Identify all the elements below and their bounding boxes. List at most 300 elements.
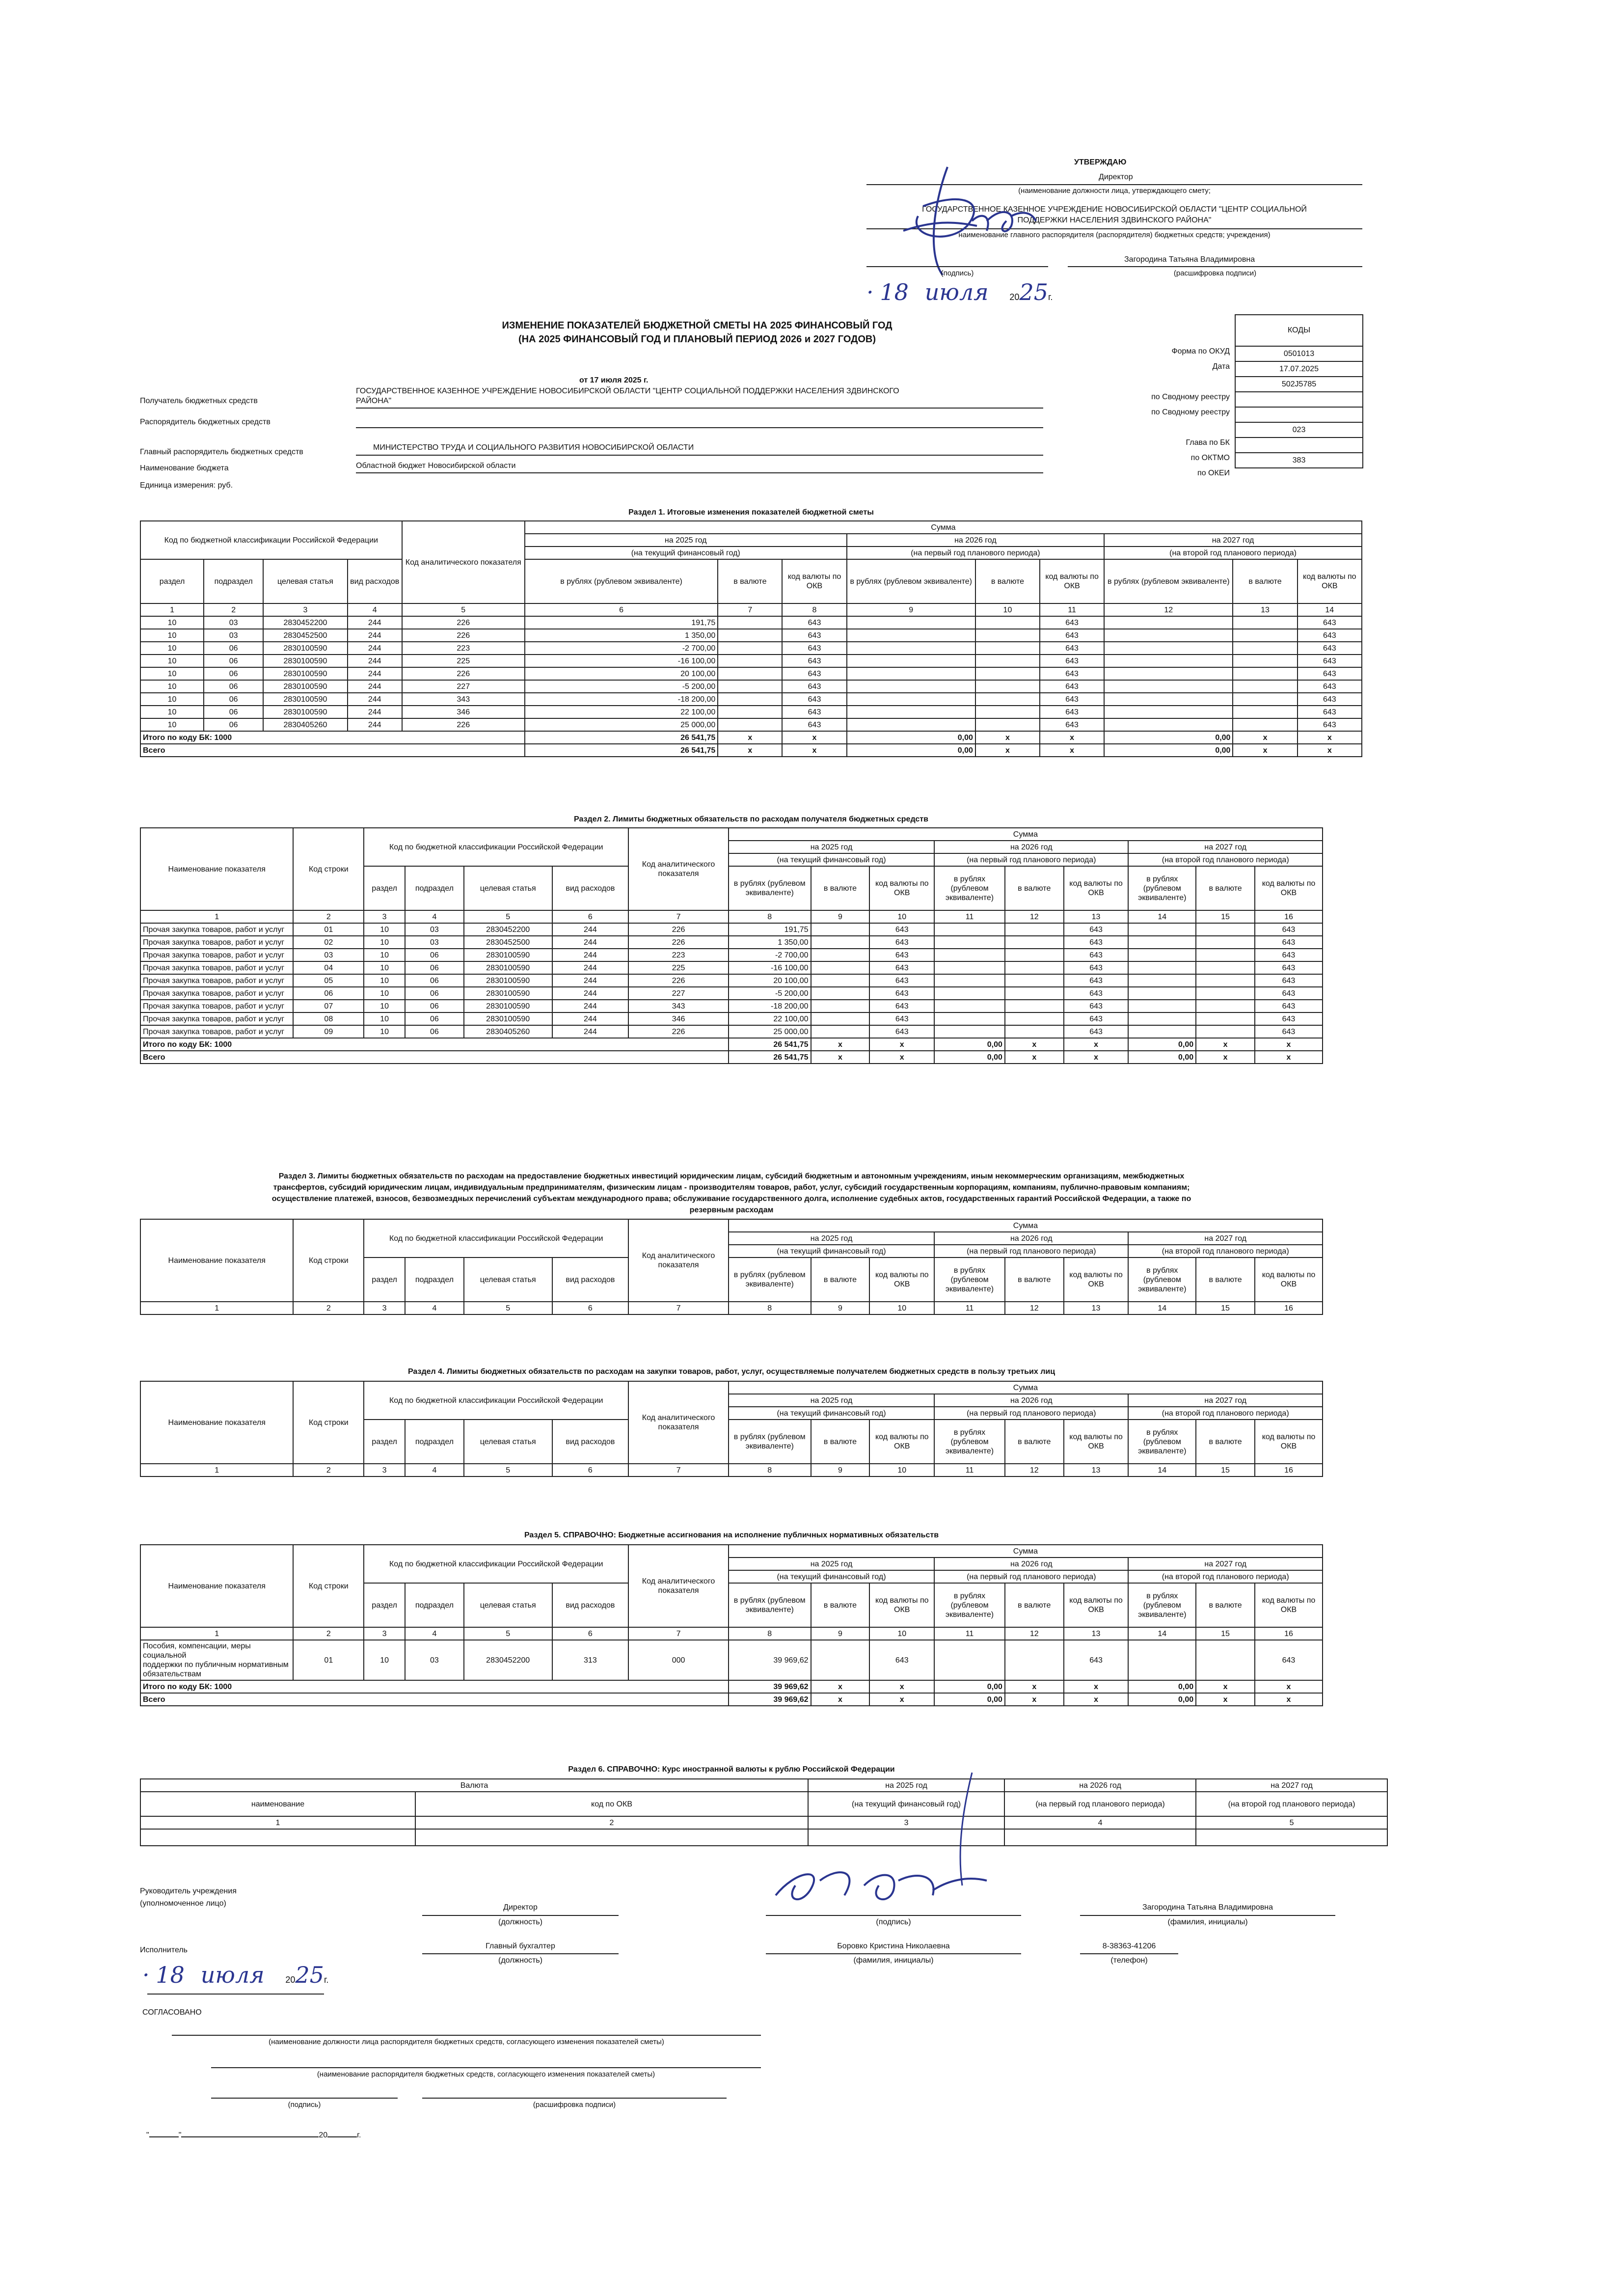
s2-cell: 244: [552, 974, 629, 987]
s2-cell: 643: [869, 923, 934, 936]
agreed-date-g: г.: [357, 2131, 361, 2139]
s5-h-2025: на 2025 год: [729, 1558, 934, 1570]
s2-cell: 01: [293, 923, 364, 936]
s1-cell: 10: [140, 718, 204, 731]
s1-cell: [1233, 642, 1297, 655]
s2-cell: 643: [1064, 1000, 1129, 1012]
s5-h-kbk: Код по бюджетной классификации Российской Федерации: [364, 1545, 628, 1583]
s2-cell: 225: [628, 961, 729, 974]
s4-col-number: 13: [1064, 1464, 1129, 1476]
approve-org-line2: ПОДДЕРЖКИ НАСЕЛЕНИЯ ЗДВИНСКОГО РАЙОНА": [1017, 216, 1212, 224]
s3-col-number: 12: [1005, 1302, 1064, 1314]
s2-cell: 643: [1064, 1012, 1129, 1025]
s1-h-val-2026: в валюте: [975, 559, 1040, 603]
s5-all-total-cell: 0,00: [934, 1693, 1005, 1706]
s1-cell: 191,75: [525, 616, 718, 629]
s1-all-cell: x: [1233, 744, 1297, 757]
s2-all-total-cell: 0,00: [934, 1051, 1005, 1064]
s1-h-rub-2026: в рублях (рублевом эквиваленте): [847, 559, 975, 603]
s5-all-total-cell: x: [1064, 1693, 1129, 1706]
s2-col-number: 1: [140, 910, 293, 923]
s2-cell: Прочая закупка товаров, работ и услуг: [140, 1000, 293, 1012]
s4-h-rub: в рублях (рублевом эквиваленте): [934, 1420, 1005, 1464]
s1-cell: [718, 616, 782, 629]
s5-total-cell: 0,00: [934, 1680, 1005, 1693]
s2-cell: 06: [405, 1012, 464, 1025]
s2-cell: 643: [1255, 1025, 1323, 1038]
s5-row-name-line: Пособия, компенсации, меры социальной: [143, 1642, 251, 1660]
exec-name: Боровко Кристина Николаевна: [837, 1942, 950, 1950]
s2-cell: [811, 936, 870, 949]
s1-cell: [975, 680, 1040, 693]
budget-label: Наименование бюджета: [140, 464, 229, 472]
s2-h-kbk: Код по бюджетной классификации Российской Федерации: [364, 828, 628, 866]
s2-cell: 244: [552, 987, 629, 1000]
s1-cell: [1233, 667, 1297, 680]
s1-cell: 643: [1040, 667, 1104, 680]
s2-total-cell: x: [869, 1038, 934, 1051]
s4-title: Раздел 4. Лимиты бюджетных обязательств по расходам на закупки товаров, работ, услуг, осуществляемые получателем бюджетных средств в пользу третьих лиц: [407, 1367, 1055, 1376]
s2-cell: [1128, 949, 1196, 961]
s4-h-val: в валюте: [1005, 1420, 1064, 1464]
code-bk: 023: [1235, 422, 1363, 437]
s1-col-number: 5: [402, 603, 525, 616]
s5-cell: 000: [628, 1640, 729, 1680]
s1-cell: [1104, 616, 1233, 629]
s1-cell: 244: [348, 629, 402, 642]
table-row: [140, 629, 1362, 642]
s3-col-number: 4: [405, 1302, 464, 1314]
s3-h-cs: целевая статья: [464, 1257, 552, 1302]
s3-title-2: трансфертов, субсидий юридическим лицам, индивидуальным предпринимателям, физическим лицам - производителям товаров, работ, услуг, субсидий государственным корпорациям, компаниям, публично-правовым компаниям;: [273, 1183, 1190, 1192]
s4-col-number: 2: [293, 1464, 364, 1476]
s1-cell: 643: [1298, 706, 1362, 718]
s3-h-line: Код строки: [293, 1219, 364, 1302]
s1-cell: 643: [1298, 655, 1362, 667]
agreed-date-20: 20: [319, 2131, 328, 2139]
s2-cell: [1196, 987, 1255, 1000]
approve-sign-line: [866, 266, 1048, 267]
s1-cell: [847, 718, 975, 731]
s4-h-podrazdel: подраздел: [405, 1420, 464, 1464]
s1-cell: 03: [204, 629, 263, 642]
s5-cell: [1196, 1640, 1255, 1680]
s1-col-number: 6: [525, 603, 718, 616]
s2-col-number: 6: [552, 910, 629, 923]
distributor-line: [356, 427, 1043, 428]
s6-h-2026: на 2026 год: [1004, 1779, 1196, 1792]
s1-cell: 226: [402, 616, 525, 629]
s3-h-p1: (на первый год планового периода): [934, 1245, 1128, 1257]
s5-table: [140, 1544, 1323, 1706]
s2-h-val: в валюте: [811, 866, 870, 910]
s1-total-cell: x: [782, 731, 846, 744]
s5-col-number: 16: [1255, 1627, 1323, 1640]
s1-col-number: 1: [140, 603, 204, 616]
s1-cell: 643: [782, 667, 846, 680]
s4-col-number: 4: [405, 1464, 464, 1476]
agreed-date-q2: ": [178, 2131, 182, 2139]
s1-h-summa: Сумма: [525, 521, 1362, 534]
s4-col-number: 10: [869, 1464, 934, 1476]
table-row: [140, 961, 1323, 974]
s5-all-total-cell: x: [869, 1693, 934, 1706]
s3-col-number: 15: [1196, 1302, 1255, 1314]
s6-title: Раздел 6. СПРАВОЧНО: Курс иностранной валюты к рублю Российской Федерации: [568, 1765, 895, 1774]
agreed-caption-2: (наименование распорядителя бюджетных средств, согласующего изменения показателей сметы): [317, 2070, 655, 2078]
s3-col-number: 5: [464, 1302, 552, 1314]
s4-col-number: 15: [1196, 1464, 1255, 1476]
s6-empty-cell: [140, 1829, 415, 1846]
s2-cell: 226: [628, 936, 729, 949]
s2-cell: [1128, 987, 1196, 1000]
s1-cell: [975, 667, 1040, 680]
head-sign-caption: (подпись): [876, 1918, 911, 1926]
s5-col-number: 6: [552, 1627, 629, 1640]
s3-h-okv: код валюты по ОКВ: [869, 1257, 934, 1302]
s2-cell: Прочая закупка товаров, работ и услуг: [140, 1025, 293, 1038]
s6-empty-cell: [415, 1829, 808, 1846]
s1-col-number: 2: [204, 603, 263, 616]
s2-cell: [1005, 1000, 1064, 1012]
s3-col-number: 14: [1128, 1302, 1196, 1314]
s1-cell: [847, 616, 975, 629]
s2-cell: -16 100,00: [729, 961, 811, 974]
s5-all-total-cell: 0,00: [1128, 1693, 1196, 1706]
s4-h-okv: код валюты по ОКВ: [1255, 1420, 1323, 1464]
s2-all-total-cell: x: [1255, 1051, 1323, 1064]
s2-col-number: 13: [1064, 910, 1129, 923]
s5-row-name-line: обязательствам: [143, 1670, 201, 1678]
s1-col-number: 8: [782, 603, 846, 616]
head-label-2: (уполномоченное лицо): [140, 1899, 226, 1908]
s6-h-cur: (на текущий финансовый год): [808, 1792, 1004, 1816]
s1-cell: 06: [204, 655, 263, 667]
s2-cell: [811, 961, 870, 974]
exec-pos-caption: (должность): [498, 1956, 542, 1965]
s2-cell: 343: [628, 1000, 729, 1012]
s1-cell: [1104, 718, 1233, 731]
agreed-date-day-line: [149, 2136, 179, 2137]
exec-name-line: [766, 1953, 1021, 1954]
table-row: [140, 718, 1362, 731]
s3-col-number: 16: [1255, 1302, 1323, 1314]
sign-date-pre: 20: [285, 1975, 296, 1985]
s5-total-cell: x: [1064, 1680, 1129, 1693]
s2-h-2026: на 2026 год: [934, 841, 1128, 853]
s1-cell: 225: [402, 655, 525, 667]
code-registry-2: [1235, 392, 1363, 407]
s5-h-line: Код строки: [293, 1545, 364, 1627]
s6-h-name: наименование: [140, 1792, 415, 1816]
s6-h-2025: на 2025 год: [808, 1779, 1004, 1792]
s1-cell: [847, 655, 975, 667]
s1-cell: [1233, 693, 1297, 706]
s1-h-val-2027: в валюте: [1233, 559, 1297, 603]
s4-h-line: Код строки: [293, 1381, 364, 1464]
s2-cell: 226: [628, 974, 729, 987]
head-label-1: Руководитель учреждения: [140, 1887, 237, 1895]
s1-all-2027: 0,00: [1104, 744, 1233, 757]
s5-col-number: 12: [1005, 1627, 1064, 1640]
s1-cell: 2830100590: [263, 642, 348, 655]
s5-h-okv: код валюты по ОКВ: [1255, 1583, 1323, 1627]
s2-cell: 06: [405, 1025, 464, 1038]
s1-cell: -2 700,00: [525, 642, 718, 655]
table-row: [140, 923, 1323, 936]
agreed-label: СОГЛАСОВАНО: [142, 2008, 202, 2017]
s2-h-p2: (на второй год планового периода): [1128, 853, 1323, 866]
s2-cell: [1196, 936, 1255, 949]
s2-col-number: 5: [464, 910, 552, 923]
s5-all-total-cell: x: [811, 1693, 870, 1706]
s2-h-rub: в рублях (рублевом эквиваленте): [1128, 866, 1196, 910]
s4-number-row: [140, 1464, 1323, 1476]
s2-cell: 06: [293, 987, 364, 1000]
s1-cell: 643: [782, 655, 846, 667]
s2-h-cur: (на текущий финансовый год): [729, 853, 934, 866]
s1-cell: 244: [348, 655, 402, 667]
s2-cell: 191,75: [729, 923, 811, 936]
s2-total-cell: x: [1064, 1038, 1129, 1051]
s4-h-name: Наименование показателя: [140, 1381, 293, 1464]
s1-cell: 10: [140, 693, 204, 706]
s1-cell: -16 100,00: [525, 655, 718, 667]
s3-col-number: 8: [729, 1302, 811, 1314]
s3-number-row: [140, 1302, 1323, 1314]
s2-cell: [1196, 1012, 1255, 1025]
budget-value: Областной бюджет Новосибирской области: [356, 462, 516, 470]
s2-all-total-cell: x: [869, 1051, 934, 1064]
s2-col-number: 4: [405, 910, 464, 923]
s5-col-number: 3: [364, 1627, 405, 1640]
s2-cell: 244: [552, 949, 629, 961]
s1-cell: 06: [204, 667, 263, 680]
s1-cell: [718, 655, 782, 667]
s1-h-razdel: раздел: [140, 559, 204, 603]
s5-h-p2: (на второй год планового периода): [1128, 1570, 1323, 1583]
s2-cell: 2830100590: [464, 1000, 552, 1012]
s1-total-label: Итого по коду БК: 1000: [140, 731, 525, 744]
s1-col-number: 7: [718, 603, 782, 616]
sign-date-dash: ·: [142, 1962, 150, 1988]
s4-h-rub: в рублях (рублевом эквиваленте): [729, 1420, 811, 1464]
s2-cell: [934, 974, 1005, 987]
s2-cell: [1196, 923, 1255, 936]
head-sign-line: [766, 1915, 1021, 1916]
s5-col-number: 7: [628, 1627, 729, 1640]
s1-total-2027: 0,00: [1104, 731, 1233, 744]
s1-cell: 643: [1298, 693, 1362, 706]
s2-col-number: 12: [1005, 910, 1064, 923]
s2-cell: 08: [293, 1012, 364, 1025]
s2-cell: 25 000,00: [729, 1025, 811, 1038]
receiver-value-1: ГОСУДАРСТВЕННОЕ КАЗЕННОЕ УЧРЕЖДЕНИЕ НОВОСИБИРСКОЙ ОБЛАСТИ "ЦЕНТР СОЦИАЛЬНОЙ ПОДДЕРЖКИ НАСЕЛЕНИЯ ЗДВИНСКОГО: [356, 387, 899, 395]
agreed-sign-line: [211, 2098, 398, 2099]
s2-cell: 03: [405, 936, 464, 949]
s5-h-rub: в рублях (рублевом эквиваленте): [934, 1583, 1005, 1627]
s1-cell: 643: [1298, 616, 1362, 629]
s2-cell: [934, 923, 1005, 936]
s1-all-label: Всего: [140, 744, 525, 757]
head-name-caption: (фамилия, инициалы): [1167, 1918, 1248, 1926]
s2-cell: 643: [1255, 1012, 1323, 1025]
s5-h-p1: (на первый год планового периода): [934, 1570, 1128, 1583]
s4-h-2027: на 2027 год: [1128, 1394, 1323, 1407]
code-bk-label: Глава по БК: [1186, 438, 1230, 447]
s5-col-number: 1: [140, 1627, 293, 1640]
s1-cell: [1104, 693, 1233, 706]
exec-name-caption: (фамилия, инициалы): [853, 1956, 934, 1965]
s5-all-total-row: [140, 1693, 1323, 1706]
s2-cell: [811, 987, 870, 1000]
s1-total-cell: x: [1298, 731, 1362, 744]
s2-cell: 10: [364, 949, 405, 961]
s4-h-okv: код валюты по ОКВ: [869, 1420, 934, 1464]
agreed-caption-1: (наименование должности лица распорядителя бюджетных средств, согласующего изменения показателей сметы): [269, 2038, 664, 2046]
s2-cell: 1 350,00: [729, 936, 811, 949]
table-row: [140, 616, 1362, 629]
s3-title-3: осуществление платежей, взносов, безвозмездных перечислений субъектам международного права; обслуживание государственного долга, исполнение судебных актов, государственных гарантий Российской Федерации, а также по: [271, 1195, 1191, 1203]
s2-all-total-cell: x: [1196, 1051, 1255, 1064]
s1-cell: 643: [782, 642, 846, 655]
s2-h-rub: в рублях (рублевом эквиваленте): [729, 866, 811, 910]
s1-cell: [975, 655, 1040, 667]
s2-total-cell: 0,00: [1128, 1038, 1196, 1051]
table-row: [140, 642, 1362, 655]
s2-cell: 643: [1064, 961, 1129, 974]
exec-phone: 8-38363-41206: [1102, 1942, 1156, 1950]
s1-h-rub-2025: в рублях (рублевом эквиваленте): [525, 559, 718, 603]
table-row: [140, 974, 1323, 987]
s1-h-2025: на 2025 год: [525, 534, 847, 547]
budget-line: [356, 472, 1043, 473]
s2-cell: [1128, 936, 1196, 949]
s1-cell: 2830100590: [263, 680, 348, 693]
s1-cell: 643: [1040, 629, 1104, 642]
s2-cell: [934, 1012, 1005, 1025]
s5-col-number: 13: [1064, 1627, 1129, 1640]
codes-box: [1235, 314, 1363, 468]
s1-cell: [847, 706, 975, 718]
s4-table: [140, 1381, 1323, 1477]
s1-cell: 346: [402, 706, 525, 718]
s5-all-total-label: Всего: [140, 1693, 729, 1706]
s2-cell: [1196, 1000, 1255, 1012]
code-registry-label: по Сводному реестру: [1151, 393, 1230, 401]
s3-h-val: в валюте: [1196, 1257, 1255, 1302]
s1-cell: 2830100590: [263, 693, 348, 706]
s1-cell: [847, 667, 975, 680]
s2-cell: 643: [1255, 987, 1323, 1000]
s2-h-summa: Сумма: [729, 828, 1323, 841]
s2-cell: [934, 987, 1005, 1000]
s1-all-cell: x: [1298, 744, 1362, 757]
s2-h-podrazdel: подраздел: [405, 866, 464, 910]
s5-col-number: 5: [464, 1627, 552, 1640]
s2-col-number: 15: [1196, 910, 1255, 923]
s2-cell: 244: [552, 1000, 629, 1012]
s1-cell: [1233, 616, 1297, 629]
s1-col-number: 3: [263, 603, 348, 616]
doc-subtitle: (НА 2025 ФИНАНСОВЫЙ ГОД И ПЛАНОВЫЙ ПЕРИОД 2026 и 2027 ГОДОВ): [518, 334, 876, 345]
s3-h-analytic: Код аналитического показателя: [628, 1219, 729, 1302]
s4-h-analytic: Код аналитического показателя: [628, 1381, 729, 1464]
s1-cell: 22 100,00: [525, 706, 718, 718]
s1-cell: [718, 693, 782, 706]
s1-cell: 06: [204, 718, 263, 731]
s5-cell: 39 969,62: [729, 1640, 811, 1680]
approve-date-year: 25: [1019, 279, 1048, 305]
s5-cell: 643: [1255, 1640, 1323, 1680]
s2-cell: [1196, 1025, 1255, 1038]
head-pos-line: [422, 1915, 619, 1916]
s1-cell: 2830452500: [263, 629, 348, 642]
receiver-value-2: РАЙОНА": [356, 397, 392, 405]
agreed-line-1: [172, 2035, 761, 2036]
s5-h-val: в валюте: [1005, 1583, 1064, 1627]
s1-cell: 343: [402, 693, 525, 706]
s2-cell: [1128, 923, 1196, 936]
s1-cell: [847, 680, 975, 693]
s1-col-number: 13: [1233, 603, 1297, 616]
s4-h-summa: Сумма: [729, 1381, 1323, 1394]
s1-cell: 20 100,00: [525, 667, 718, 680]
s5-col-number: 2: [293, 1627, 364, 1640]
s2-cell: 06: [405, 987, 464, 1000]
s5-total-cell: x: [869, 1680, 934, 1693]
s5-cell: 03: [405, 1640, 464, 1680]
s2-cell: [811, 923, 870, 936]
s2-cell: 643: [1255, 1000, 1323, 1012]
table-row: [140, 693, 1362, 706]
s2-cell: 2830100590: [464, 987, 552, 1000]
s1-cell: [718, 706, 782, 718]
s3-h-rub: в рублях (рублевом эквиваленте): [1128, 1257, 1196, 1302]
head-pos-caption: (должность): [498, 1918, 542, 1926]
code-okud-label: Форма по ОКУД: [1171, 347, 1230, 355]
s1-total-cell: x: [1233, 731, 1297, 744]
s1-cell: 643: [1040, 693, 1104, 706]
s1-cell: 03: [204, 616, 263, 629]
table-row: [140, 1025, 1323, 1038]
s3-h-rub: в рублях (рублевом эквиваленте): [934, 1257, 1005, 1302]
s2-title: Раздел 2. Лимиты бюджетных обязательств по расходам получателя бюджетных средств: [574, 815, 928, 823]
distributor-label: Распорядитель бюджетных средств: [140, 418, 270, 426]
s1-cell: 2830100590: [263, 655, 348, 667]
s2-total-label: Итого по коду БК: 1000: [140, 1038, 729, 1051]
s2-cell: [934, 949, 1005, 961]
s2-h-name: Наименование показателя: [140, 828, 293, 910]
doc-date: от 17 июля 2025 г.: [579, 376, 649, 384]
exec-phone-line: [1080, 1953, 1178, 1954]
s2-cell: 10: [364, 1025, 405, 1038]
s4-col-number: 7: [628, 1464, 729, 1476]
s1-cell: [718, 680, 782, 693]
s2-h-2025: на 2025 год: [729, 841, 934, 853]
s2-cell: 227: [628, 987, 729, 1000]
s4-col-number: 8: [729, 1464, 811, 1476]
s5-total-cell: x: [1196, 1680, 1255, 1693]
s2-cell: 2830100590: [464, 949, 552, 961]
s3-h-p2: (на второй год планового периода): [1128, 1245, 1323, 1257]
s2-cell: 643: [1064, 936, 1129, 949]
s3-h-razdel: раздел: [364, 1257, 405, 1302]
s3-h-summa: Сумма: [729, 1219, 1323, 1232]
table-row: [140, 655, 1362, 667]
s1-cell: 10: [140, 655, 204, 667]
s2-cell: 07: [293, 1000, 364, 1012]
